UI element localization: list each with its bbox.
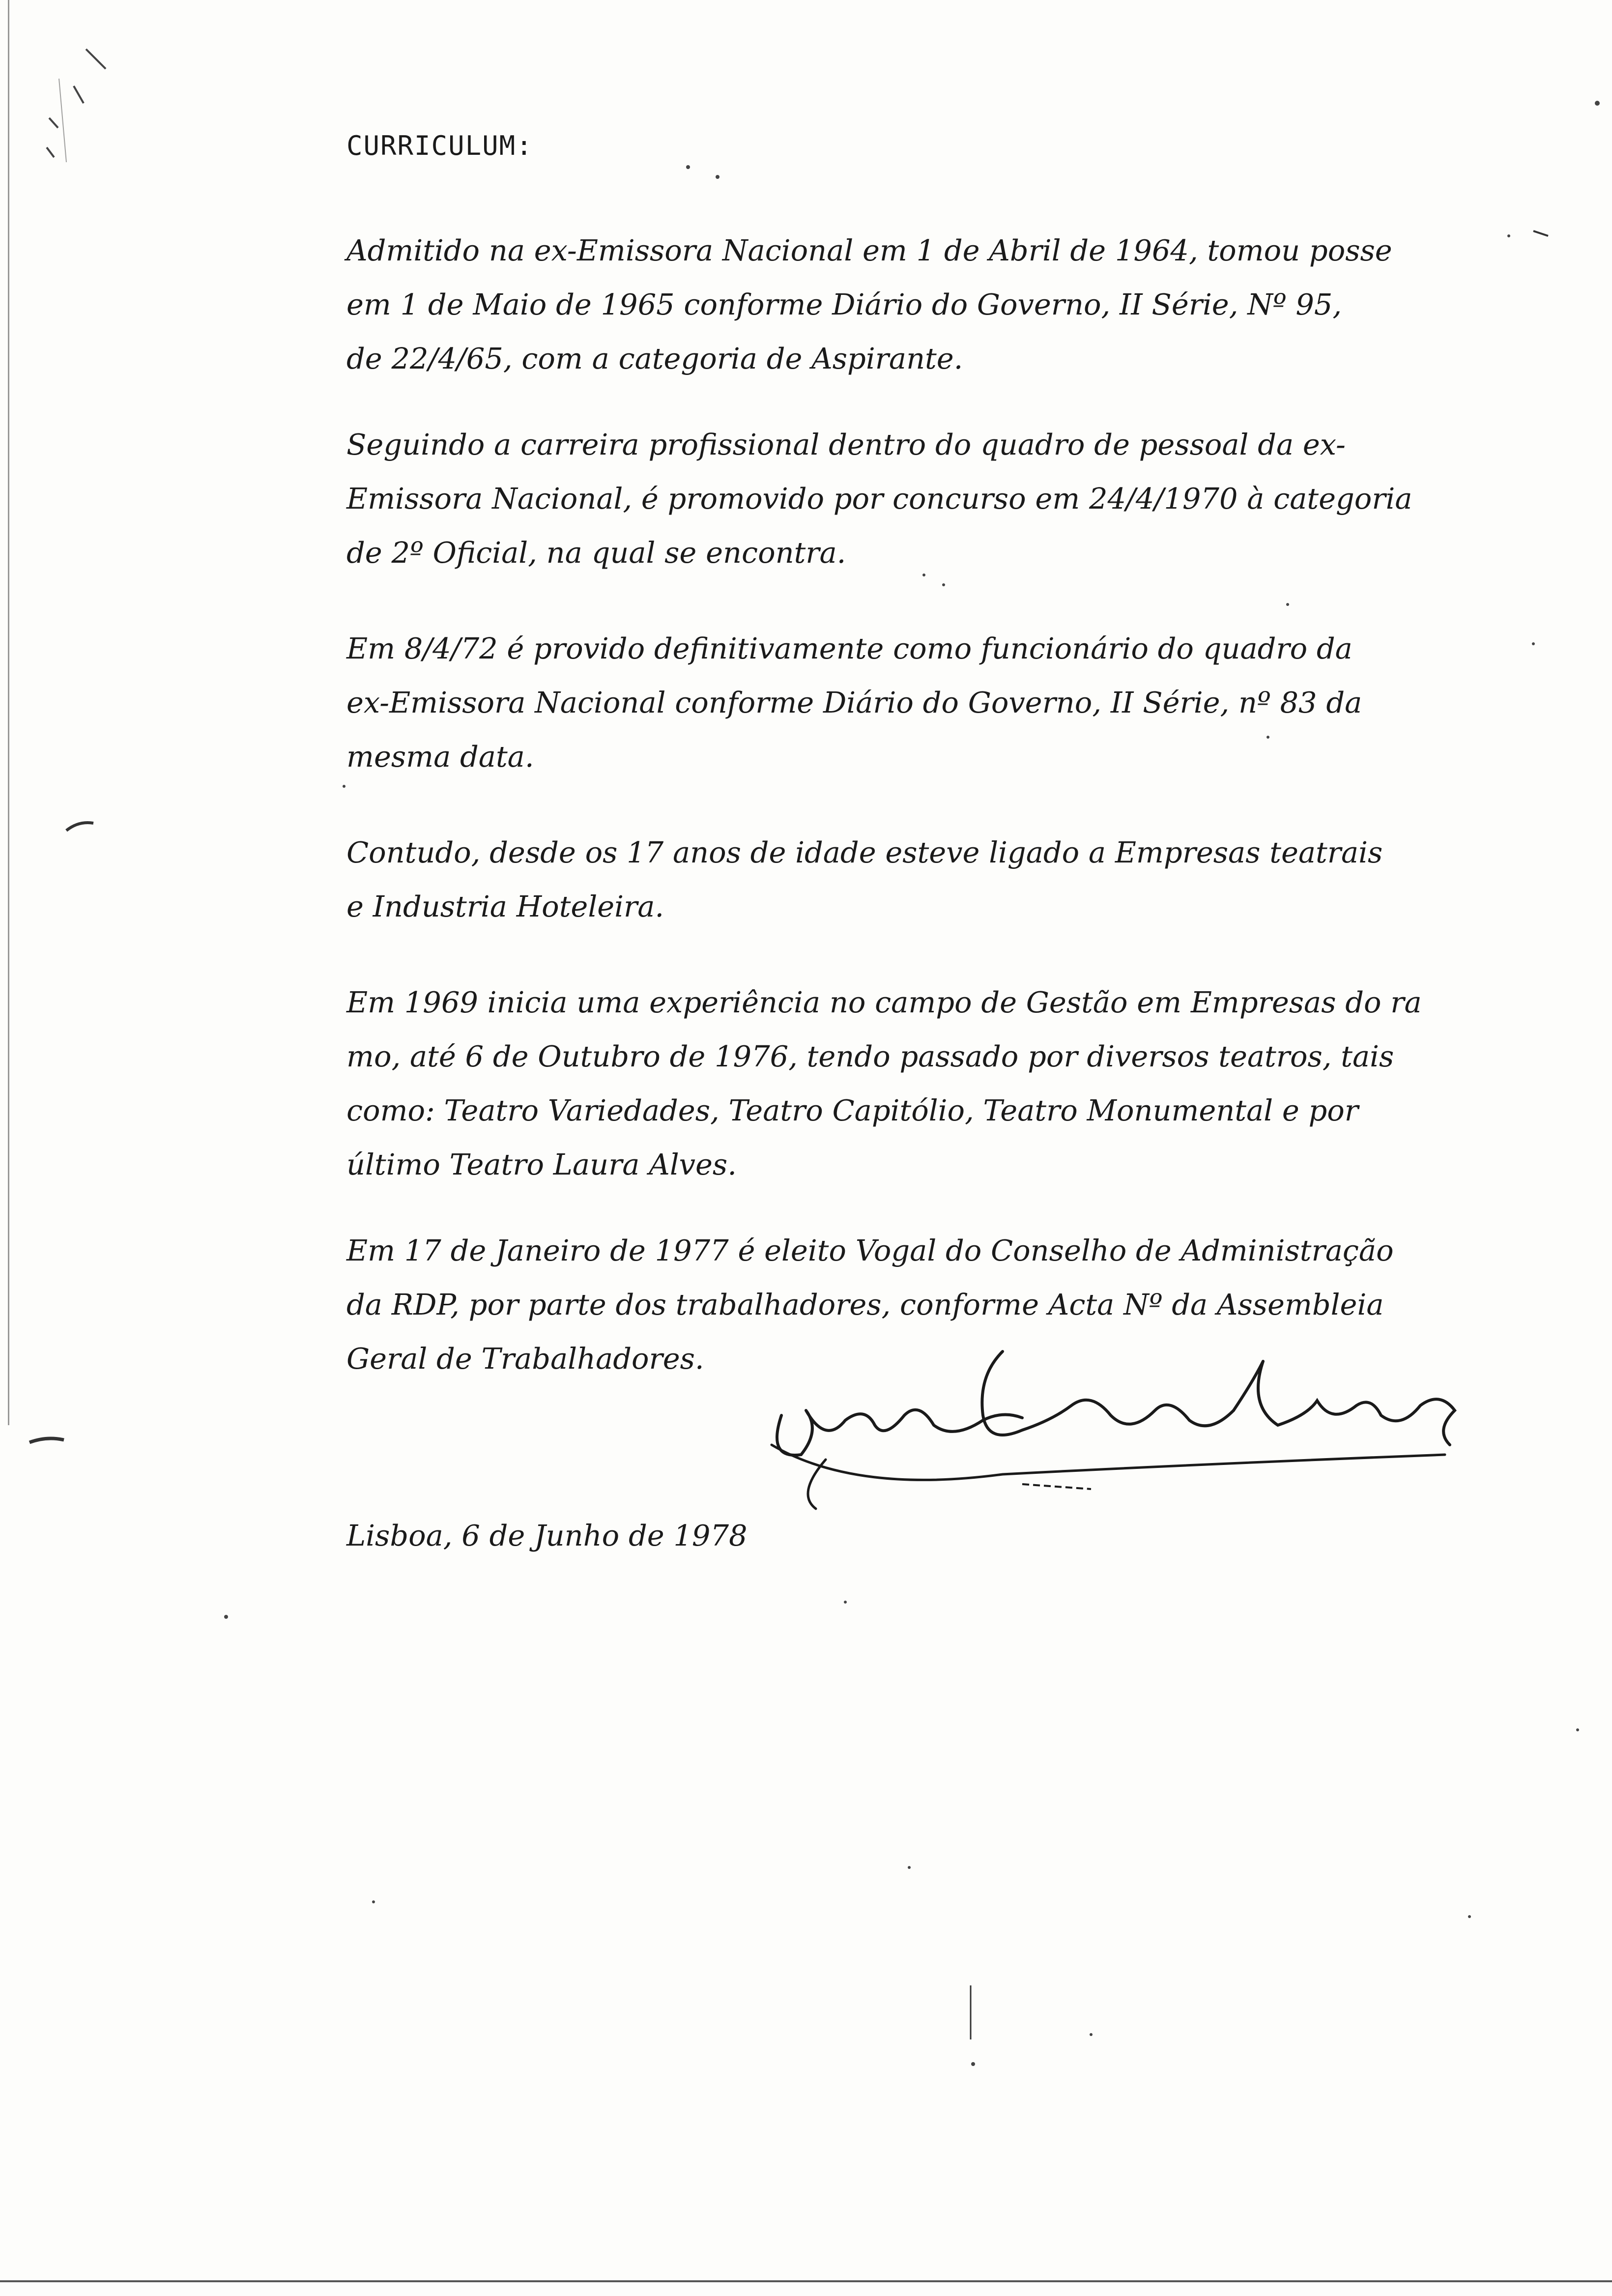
bottom-edge-line bbox=[0, 2280, 1612, 2282]
paragraph-appointment: Em 8/4/72 é provido definitivamente como funcionário do quadro da ex-Emissora Nacional conforme Diário do Governo, II Série, nº 83 da mesma data. bbox=[346, 631, 1362, 774]
paragraph-background: Contudo, desde os 17 anos de idade esteve ligado a Empresas teatrais e Industria Hoteleira. bbox=[346, 835, 1383, 923]
paragraph-management: Em 1969 inicia uma experiência no campo de Gestão em Empresas do ra mo, até 6 de Outubro de 1976, tendo passado por diversos teatros, tais como: Teatro Variedades, Teatro Capitólio, Teatro Monumental e por último Teatro Laura Alves. bbox=[346, 985, 1422, 1181]
paragraph-career: Seguindo a carreira profissional dentro do quadro de pessoal da ex- Emissora Nacional, é promovido por concurso em 24/4/1970 à categoria de 2º Oficial, na qual se encontra. bbox=[346, 428, 1412, 570]
handwritten-signature bbox=[747, 1332, 1494, 1519]
margin-marks bbox=[0, 0, 128, 1474]
document-heading: CURRICULUM: bbox=[346, 130, 533, 161]
paragraph-election: Em 17 de Janeiro de 1977 é eleito Vogal do Conselho de Administração da RDP, por parte dos trabalhadores, conforme Acta Nº da Assembleia Geral de Trabalhadores. bbox=[346, 1234, 1394, 1376]
place-and-date: Lisboa, 6 de Junho de 1978 bbox=[346, 1519, 748, 1552]
paragraph-admission: Admitido na ex-Emissora Nacional em 1 de Abril de 1964, tomou posse em 1 de Maio de 1965 conforme Diário do Governo, II Série, Nº 95, de 22/4/65, com a categoria de Aspirante. bbox=[346, 233, 1392, 375]
